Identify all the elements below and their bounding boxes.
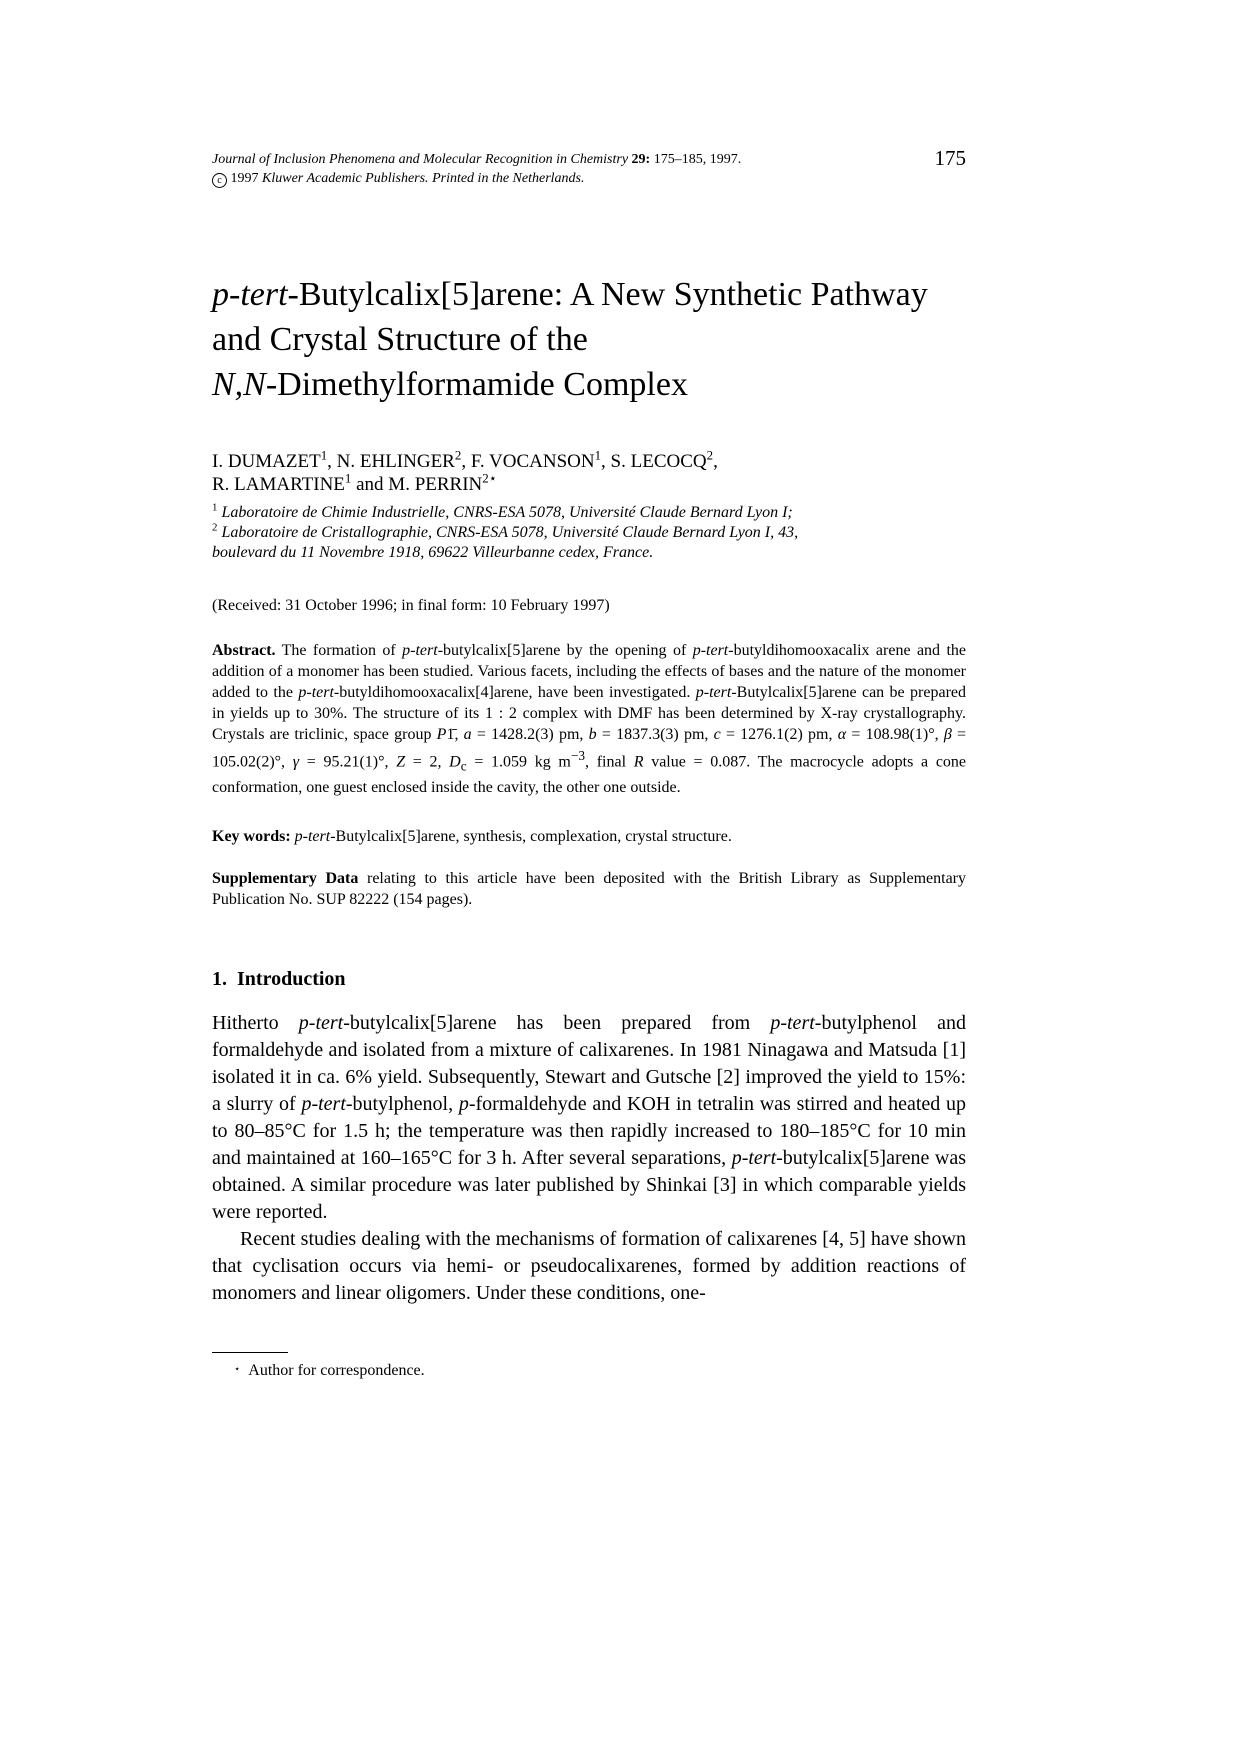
affiliation-2: $^2$ Laboratoire de Cristallographie, CNRS-ESA 5078, Université Claude Bernard Lyon I, 43,	[212, 521, 799, 541]
received-dates: (Received: 31 October 1996; in final form: 10 February 1997)	[212, 597, 610, 614]
footnote-star-icon: ⋆	[234, 1364, 241, 1375]
section-heading	[212, 968, 346, 991]
copyright-year: 1997	[230, 171, 259, 186]
author-line-1: I. DUMAZET$^1$, N. EHLINGER$^2$, F. VOCANSON$^1$, S. LECOCQ$^2$,	[212, 447, 718, 472]
paragraph-1: Hitherto p-tert-butylcalix[5]arene has been prepared from p-tert-butylphenol and formaldehyde and isolated from a mixture of calixarenes. In 1981 Ninagawa and Matsuda [1] isolated it in ca. 6% yield. Subsequently, Stewart and Gutsche [2] improved the yield to 15%: a slurry of p-tert-butylphenol, p-formaldehyde and KOH in tetralin was stirred and heated up to 80–85°C for 1.5 h; the temperature was then rapidly increased to 180–185°C for 10 min and maintained at 160–165°C for 3 h. After several separations, p-tert-butylcalix[5]arene was obtained. A similar procedure was later published by Shinkai [3] in which comparable yields were reported.	[212, 1012, 966, 1223]
affiliations	[212, 503, 966, 563]
keywords: Key words: p-tert-Butylcalix[5]arene, synthesis, complexation, crystal structure.	[212, 828, 732, 845]
supplementary-label: Supplementary Data	[212, 870, 359, 887]
keywords-label: Key words:	[212, 828, 291, 845]
author-list	[212, 447, 966, 496]
printed-in: Printed in the Netherlands.	[432, 171, 585, 186]
title-line-3: N,N-Dimethylformamide Complex	[212, 366, 688, 403]
paragraph-2: Recent studies dealing with the mechanisms of formation of calixarenes [4, 5] have shown that cyclisation occurs via hemi- or pseudocalixarenes, formed by addition reactions of monomers and linear oligomers. Under these conditions, one-	[212, 1228, 966, 1304]
journal-volume: 29:	[631, 152, 651, 167]
section-number: 1.	[212, 968, 227, 990]
page-number: 175	[934, 146, 966, 170]
copyright-icon: c	[212, 173, 227, 188]
journal-citation	[212, 150, 892, 169]
title-line-2: and Crystal Structure of the	[212, 321, 588, 358]
abstract-label: Abstract.	[212, 642, 276, 659]
paper-title	[212, 272, 972, 407]
section-title: Introduction	[237, 968, 346, 990]
journal-header	[212, 150, 892, 188]
footnote-text: Author for correspondence.	[248, 1362, 425, 1379]
author-line-2: R. LAMARTINE$^1$ and M. $PERRIN^{2⋆}$	[212, 470, 497, 495]
footnote	[234, 1360, 425, 1381]
journal-name: Journal of Inclusion Phenomena and Molecular Recognition in Chemistry	[212, 152, 629, 167]
affiliation-1: $^1$ Laboratoire de Chimie Industrielle, CNRS-ESA 5078, Université Claude Bernard Lyon I;	[212, 501, 793, 521]
abstract: Abstract. The formation of p-tert-butylcalix[5]arene by the opening of p-tert-butyldihomooxacalix arene and the addition of a monomer has been studied. Various facets, including the effects of bases and the nature of the monomer added to the p-tert-butyldihomooxacalix[4]arene, have been investigated. p-tert-Butylcalix[5]arene can be prepared in yields up to 30%. The structure of its 1 : 2 complex with DMF has been determined by X-ray crystallography. Crystals are triclinic, space group P1̄, a = 1428.2(3) pm, b = 1837.3(3) pm, c = 1276.1(2) pm, α = 108.98(1)°, β = 105.02(2)°, γ = 95.21(1)°, Z = 2, $D_c = 1.059$ kg $m^{-3}$, final R value = 0.087. The macrocycle adopts a cone conformation, one guest enclosed inside the cavity, the other one outside.	[212, 642, 967, 796]
supplementary-data: Supplementary Data relating to this article have been deposited with the British Library as Supplementary Publication No. SUP 82222 (154 pages).	[212, 870, 967, 908]
publisher: Kluwer Academic Publishers.	[262, 171, 429, 186]
copyright-line	[212, 169, 892, 188]
journal-pages-year: 175–185, 1997.	[653, 152, 742, 167]
footnote-rule	[212, 1352, 288, 1353]
introduction-body	[212, 1010, 966, 1307]
title-line-1: p-tert-Butylcalix[5]arene: A New Synthetic Pathway	[212, 276, 928, 313]
paper-page	[212, 0, 966, 1755]
affiliation-2-continued: boulevard du 11 Novembre 1918, 69622 Villeurbanne cedex, France.	[212, 544, 654, 561]
